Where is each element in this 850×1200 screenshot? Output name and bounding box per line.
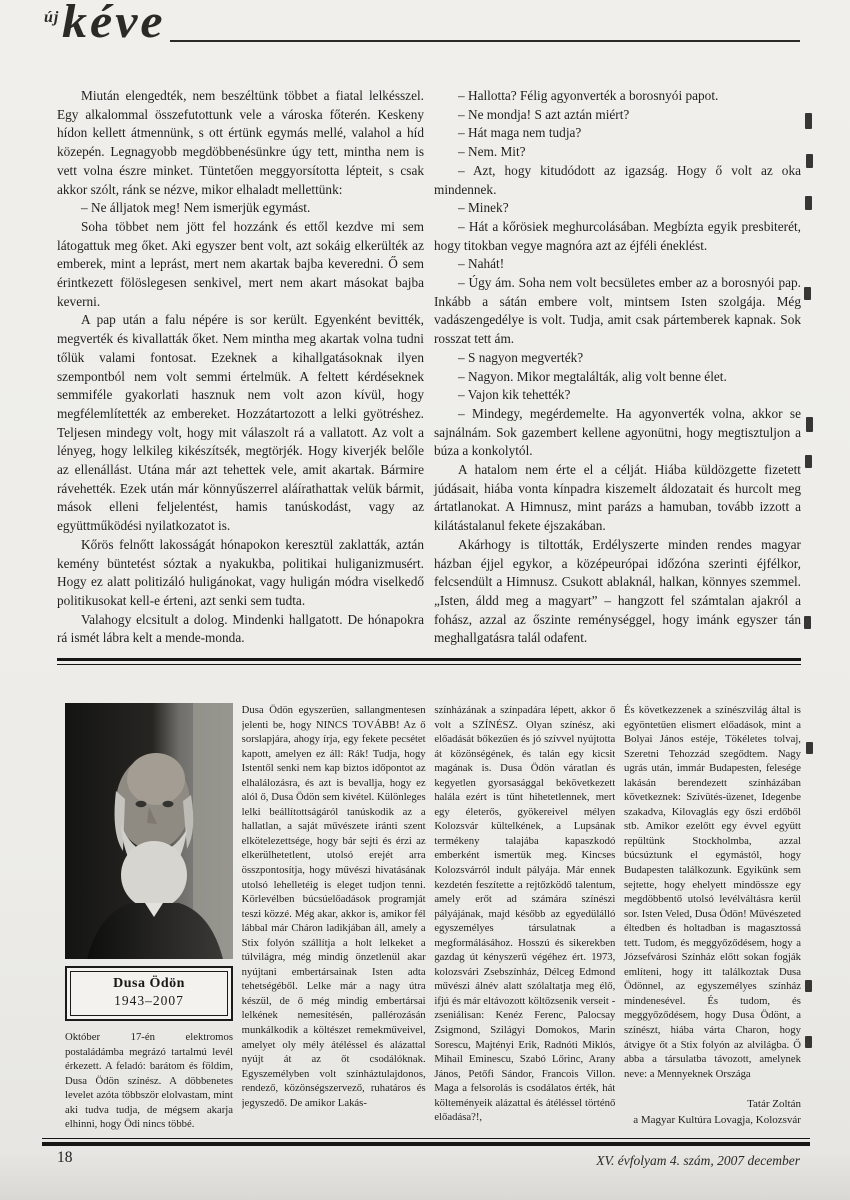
dialogue-line: – Nagyon. Mikor megtalálták, alig volt benne élet. [458, 368, 727, 384]
dialogue-line: – Nahát! [458, 256, 505, 272]
footer-divider [42, 1138, 810, 1146]
photo-caption-box [65, 966, 233, 1021]
obituary-column-4 [624, 703, 801, 1137]
deceased-years: 1943–2007 [114, 993, 184, 1008]
obituary-text: És következzenek a színészvilág által is egyöntetűen elismert előadások, mint a Bolyai János estéje, Tökéletes tolvaj, Szeretni Tehozzád szegődtem. Nagy ugrás után, immár Budapesten, felesége lakásán berendezett színházában következnek: Szívütés-üzenet, Idegenbe szakadva, Kilovaglás egy őszi erdőből stb. Amikor ezelőtt egy évvel együtt repültünk Stockholmba, azzal búcsúztunk el egymástól, hogy Budapesten találkozunk. Egyikünk sem sejtette, hogy ehelyett mindössze egy megdöbbentő utolsó levélváltásra kerül sor. Isten Veled, Dusa Ödön! Művészeted éltedben és holtadban is magasztossá tett. Tudom, és meggyőződésem, hogy a Józsefvárosi Színház előtt sokan fogják említeni, hogy itt találkoztak Dusa Ödönnel, az egyszemélyes színház mindenesével. És tudom, és meggyőződésem, hogy Dusa Ödönt, a színészt, hiába várta Charon, hogy átvigye őt a Stix folyón az alvilágba. Ő abba a társulatba távozott, amelynek neve: a Mennyeknek Országa [623, 704, 801, 1080]
dialogue-line: – Vajon kik tehették? [458, 387, 571, 403]
dialogue-line: – Ne mondja! S azt aztán miért? [458, 106, 630, 122]
obituary-text: színházának a színpadára lépett, akkor ő volt a SZÍNÉSZ. Olyan színész, aki előadását bőkezűen és jó szívvel nyújtotta át közönségének, és talán egy kicsit magának is. Dusa Ödön váratlan és kegyetlen gyorsasággal bekövetkezett halála ezért is tűnt hihetetlennek, mert egy életerős, gyökereivel mélyen Kolozsvár kültelkének, a Lupsának termékeny talajába kapaszkodó emberként ismertük meg. Kincses Kolozsvárról indult pályája. Már ennek kezdetén feszítette a rejtőzködő talentum, amely erőt ad számára színészi pályájának, majd később az egyedülálló egyszemélyes társulatnak a megformálásához. Hosszú és sikerekben gazdag út kényszerű végéhez ért. 1973, kolozsvári Zsebszínház, Délceg Edmond művészi álnév alatt szólaltatja meg élő, ifjú és már eltávozott költőzsenik verseit - zseniálisan: Kenéz Ferenc, Palocsay Zsigmond, Szilágyi Domokos, Marin Sorescu, Majtényi Erik, Radnóti Miklós, Mihail Eminescu, Szabó Lőrinc, Arany János, Petőfi Sándor, Francois Villon. Maga a felsorolás is csodálatos érték, hát költeményeik alázattal és átéléssel történő előadása?!, [434, 704, 616, 1124]
section-divider [57, 658, 801, 665]
signature-name: Tatár Zoltán [747, 1098, 801, 1111]
obituary-column-1 [65, 703, 233, 1137]
paragraph: Akárhogy is tiltották, Erdélyszerte minden rendes magyar házban éjjel egykor, a középeurópai időzóna szerinti éjfélkor, felcsendült a Himnusz. Csukott ablaknál, halkan, könnyes szemmel. „Isten, áldd meg a magyart” – hangzott fel számtalan ajakról a fohász, azzal az őszinte reménységgel, hogy imánk egyszer tán meghallgatásra talál odafent. [434, 536, 801, 646]
dialogue-line: – Hallotta? Félig agyonverték a borosnyói papot. [458, 88, 719, 103]
deceased-name: Dusa Ödön [113, 976, 185, 991]
paragraph: Kőrös felnőtt lakosságát hónapokon keresztül zaklatták, aztán kemény büntetést sóztak a nyakukba, politikai huliganizmusért. Hogy ez alatt politizáló huligánokat, vagy huligán módra viselkedő politikusokat kell-e érteni, azt senki sem tudta. [57, 536, 424, 608]
masthead-logo-prefix: új [44, 9, 60, 26]
scan-artifact [805, 196, 812, 210]
dialogue-line: – Mindegy, megérdemelte. Ha agyonverték volna, akkor se sajnálnám. Sok gazembert kellene agyonütni, hogy megtisztuljon a búza a konkolytól. [434, 405, 801, 459]
lead-article [57, 87, 801, 648]
masthead-logo: kéve [62, 0, 166, 48]
scan-artifact [804, 287, 811, 300]
obituary-column-3 [434, 703, 615, 1137]
dialogue-line: – Úgy ám. Soha nem volt becsületes ember az a borosnyói pap. Inkább a sátán embere volt, mintsem Isten szolgája. Még vadászengedélye is volt. Tudja, amit csak pártemberek kapnak. Sok rosszat tett ám. [434, 275, 801, 347]
article-column-right [434, 87, 801, 648]
paragraph: A hatalom nem érte el a célját. Hiába küldözgette fizetett júdásait, hiába vonta kínpadra kiszemelt áldozatait és hurcolt meg ártatlanokat. A Himnusz, mint parázs a hamuban, tovább izzott a kilátástalanul fekete éjszakában. [434, 462, 801, 534]
paragraph: A pap után a falu népére is sor került. Egyenként bevitték, megverték és kivallatták őket. Nem mintha meg akartak volna tudni tőlük valami fontosat. Ezeknek a kihallgatásoknak ilyen szempontból nem volt semmi értelmük. A feltett kérdéseknek semmiféle gyakorlati hasznuk nem volt azon kívül, hogy megfélemlítették az embereket. Hozzátartozott a lelki gyötréshez. Teljesen mindegy volt, hogy mit válaszolt rá a vallatott. Az volt a lényeg, hogy lelkileg kikészítsék, megtörjék. Hogy kiverjék belőle az ellenállást. Utána már azt tehettek vele, amit akartak. Bármire rávehették. Ezek után már könnyűszerrel aláírathattak velük bármit, mások elleni feljelentést, hamis tanúskodást, vagy az együttműködési nyilatkozatot is. [57, 312, 424, 534]
photo-caption-inner [70, 971, 228, 1016]
dialogue-line: – S nagyon megverték? [458, 349, 584, 365]
obituary-photo [65, 703, 233, 959]
scan-artifact [805, 980, 812, 992]
scan-artifact [806, 742, 813, 754]
paragraph: Miután elengedték, nem beszéltünk többet a fiatal lelkésszel. Egy alkalommal összefutottunk vele a városka főterén. Keskeny hídon kellett átmennünk, s ott értünk egymás mellé, valahol a híd közepén. Legnagyobb megdöbbenésünkre úgy tett, mintha nem is vett volna észre minket. Tüntetően meggyorsította lépteit, s csak akkor szólt, ránk se nézve, mikor elhaladt mellettünk: [57, 88, 424, 197]
scan-artifact [805, 455, 812, 468]
paragraph: Soha többet nem jött fel hozzánk és ettől kezdve mi sem látogattuk meg őket. Aki egyszer bent volt, azt sokáig elkerülték az emberek, mint a leprást, mert nem akartak bajba keveredni. Ő sem érintkezett fölöslegesen senkivel, mert nem akart másokat bajba keverni. [57, 218, 424, 309]
issue-line: XV. évfolyam 4. szám, 2007 december [596, 1153, 800, 1168]
scan-artifact [804, 616, 811, 629]
obituary-section [65, 703, 801, 1137]
dialogue-line: – Hát maga nem tudja? [458, 125, 582, 141]
dialogue-line: – Hát a kőrösiek meghurcolásában. Megbízta egyik presbiterét, hogy titokban vegye magnóra azt az éjféli éneklést. [434, 218, 801, 253]
dialogue-line: – Ne álljatok meg! Nem ismerjük egymást. [81, 200, 311, 216]
dialogue-line: – Azt, hogy kitudódott az igazság. Hogy ő volt az oka mindennek. [434, 162, 801, 197]
scan-artifact [805, 1036, 812, 1048]
paragraph: Valahogy elcsitult a dolog. Mindenki hallgatott. De hónapokra rá ismét lábra kelt a mende-monda. [57, 611, 424, 646]
article-column-left [57, 87, 424, 648]
scan-artifact [806, 154, 813, 168]
signature-block [624, 1097, 801, 1128]
scan-artifact [805, 113, 812, 129]
dialogue-line: – Minek? [458, 200, 509, 216]
dialogue-line: – Nem. Mit? [458, 144, 526, 160]
portrait-image [65, 703, 233, 959]
obituary-text: Október 17-én elektromos postaládámba megrázó tartalmú levél érkezett. A feladó: barátom és földim, Dusa Ödön színész. A döbbenetes levelet azóta többször elolvastam, mint aki tudva tudja, de mégsem akarja elhinni, hogy Ödi nincs többé. [65, 1031, 233, 1131]
obituary-column-2 [242, 703, 426, 1137]
masthead-rule [170, 40, 800, 42]
obituary-text: Dusa Ödön egyszerűen, sallangmentesen jelenti be, hogy NINCS TOVÁBB! Az ő sorslapjára, ahogy írja, egy fekete pecsétet kapott, amelyen ez áll: Rák! Tudja, hogy Istentől senki nem kap biztos időpontot az elhalálozásra, és azt is bevallja, hogy ez alól ő, Dusa Ödön sem kivétel. Különleges lelki beállítottságáról tanúskodik az a hallatlan, a saját művészete iránti szent elkötelezettsége, hogy bár sejti és érzi az elkerülhetetlent, utolsó erejét arra összpontosítja, hogy művészi hivatásának utolsó lehelletéig is eleget tudjon tenni. Körlevélben búcsúelőadások programját teszi közzé. Még akar, akkor is, amikor fél lábbal már Cháron ladikjában áll, amely a Stix folyón szállítja a holt lelkeket a túlvilágra, még mindig önzetlenül akar nyújtani embertársainak Isten adta tehetségéből. Lelke már a nagy útra készül, de ő még mindig embertársai lelkének nemesítésén, pallérozásán munkálkodik a költészet remekműveivel, amelyet oly mély átéléssel és alázattal nyújt át az őt csodálóknak. Egyszemélyben volt színháztulajdonos, rendező, közönségszervező, ruhatáros és jegyszedő. De amikor Lakás- [241, 704, 426, 1109]
scan-artifact [806, 417, 813, 432]
signature-title: a Magyar Kultúra Lovagja, Kolozsvár [633, 1113, 801, 1126]
page-number: 18 [57, 1149, 73, 1166]
